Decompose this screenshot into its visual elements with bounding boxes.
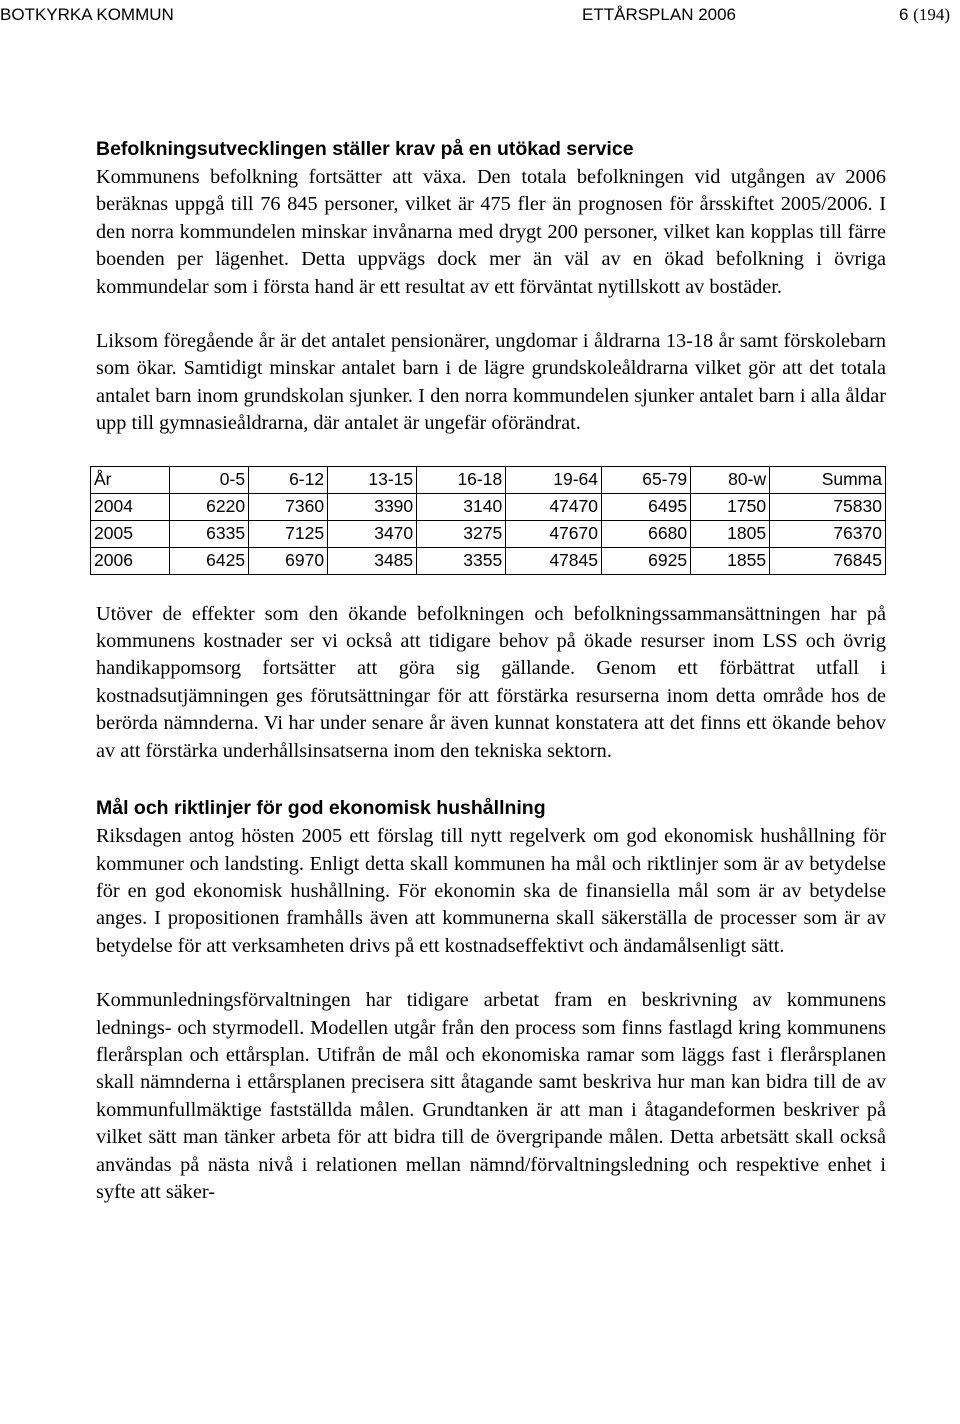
- table-cell: 6925: [602, 547, 691, 574]
- table-header-row: [91, 466, 886, 493]
- table-cell: 1750: [691, 493, 770, 520]
- table-cell: 47670: [506, 520, 602, 547]
- paragraph-population-growth: Kommunens befolkning fortsätter att växa. Den totala befolkningen vid utgången av 2006 beräknas uppgå till 76 845 personer, vilket är 475 fler än prognosen för årsskiftet 2005/2006. I den norra kommundelen minskar invånarna med drygt 200 personer, vilket kan kopplas till färre boenden per lägenhet. Detta uppvägs dock mer än väl av en ökad befolkning i övriga kommundelar som i första hand är ett resultat av ett förväntat nytillskott av bostäder.: [96, 166, 886, 298]
- table-header-cell: 6-12: [249, 466, 328, 493]
- page-total: (194): [913, 5, 950, 24]
- table-row: [91, 547, 886, 574]
- table-cell: 6335: [170, 520, 249, 547]
- table-cell: 1855: [691, 547, 770, 574]
- table-row: [91, 520, 886, 547]
- table-header-cell: År: [91, 466, 170, 493]
- table-header-cell: 80-w: [691, 466, 770, 493]
- table-header-cell: 19-64: [506, 466, 602, 493]
- paragraph-governance-model: Kommunledningsförvaltningen har tidigare arbetat fram en beskrivning av kommunens lednings- och styrmodell. Modellen utgår från den process som finns fastlagd kring kommunens flerårsplan och ettårsplan. Utifrån de mål och ekonomiska ramar som läggs fast i flerårsplanen skall nämnderna i ettårsplanen precisera sitt åtagande samt beskriva hur man kan bidra till de av kommunfullmäktige fastställda målen. Grundtanken är att man i åtagandeformen beskriver på vilket sätt man tänker arbeta för att bidra till de övergripande målen. Detta arbetsätt skall också användas på nästa nivå i relationen mellan nämnd/förvaltningsledning och respektive enhet i syfte att säker-: [96, 989, 886, 1203]
- table-cell: 1805: [691, 520, 770, 547]
- table-cell: 3140: [417, 493, 506, 520]
- table-cell: 76845: [770, 547, 886, 574]
- paragraph-lss-costs: Utöver de effekter som den ökande befolkningen och befolkningssammansättningen har på kommunens kostnader ser vi också att tidigare behov på ökade resurser inom LSS och övrig handikappomsorg fortsätter att göra sig gällande. Genom ett förbättrat utfall i kostnadsutjämningen ges förutsättningar för att förstärka resurserna inom detta område hos de berörda nämnderna. Vi har under senare år även kunnat konstatera att det finns ett ökande behov av att förstärka underhållsinsatserna inom den tekniska sektorn.: [96, 602, 886, 762]
- section-heading-population: Befolkningsutvecklingen ställer krav på en utökad service: [96, 138, 634, 160]
- population-table: [90, 466, 886, 575]
- table-header-cell: 65-79: [602, 466, 691, 493]
- table-row: [91, 493, 886, 520]
- table-cell: 47845: [506, 547, 602, 574]
- document-title: ETTÅRSPLAN 2006: [582, 5, 737, 24]
- section-heading-economy: Mål och riktlinjer för god ekonomisk hushållning: [96, 797, 546, 820]
- table-cell: 7360: [249, 493, 328, 520]
- table-cell: 3275: [417, 520, 506, 547]
- table-header-cell: 0-5: [170, 466, 249, 493]
- table-cell: 47470: [506, 493, 602, 520]
- table-cell: 2006: [91, 547, 170, 574]
- table-cell: 76370: [770, 520, 886, 547]
- table-cell: 6495: [602, 493, 691, 520]
- spacer: [96, 575, 886, 601]
- paragraph-riksdagen: Riksdagen antog hösten 2005 ett förslag till nytt regelverk om god ekonomisk hushållning för kommuner och landsting. Enligt detta skall kommunen ha mål och riktlinjer som är av betydelse för en god ekonomisk hushållning. För ekonomin ska de finansiella mål som är av betydelse anges. I propositionen framhålls även att kommunerna skall säkerställa de processer som är av betydelse för att verksamheten drivs på ett kostnadseffektivt och ändamålsenligt sätt.: [96, 825, 886, 957]
- paragraph-age-groups: Liksom föregående år är det antalet pensionärer, ungdomar i åldrarna 13-18 år samt förskolebarn som ökar. Samtidigt minskar antalet barn i de lägre grundskoleåldrarna vilket gör att det totala antalet barn inom grundskolan sjunker. I den norra kommundelen sjunker antalet barn i alla åldar upp till gymnasieåldrarna, där antalet är ungefär oförändrat.: [96, 330, 886, 435]
- table-cell: 75830: [770, 493, 886, 520]
- table-cell: 6970: [249, 547, 328, 574]
- page-header: [0, 4, 960, 28]
- table-header-cell: 16-18: [417, 466, 506, 493]
- document-body: [96, 134, 886, 1206]
- page-current: 6: [898, 5, 909, 24]
- table-cell: 6220: [170, 493, 249, 520]
- table-cell: 3390: [328, 493, 417, 520]
- table-cell: 3485: [328, 547, 417, 574]
- table-cell: 2005: [91, 520, 170, 547]
- municipality-name: BOTKYRKA KOMMUN: [0, 5, 174, 24]
- table-cell: 7125: [249, 520, 328, 547]
- table-cell: 2004: [91, 493, 170, 520]
- table-header-cell: Summa: [770, 466, 886, 493]
- page-number: [899, 4, 950, 26]
- table-header-cell: 13-15: [328, 466, 417, 493]
- table-cell: 3470: [328, 520, 417, 547]
- table-cell: 3355: [417, 547, 506, 574]
- table-cell: 6425: [170, 547, 249, 574]
- table-cell: 6680: [602, 520, 691, 547]
